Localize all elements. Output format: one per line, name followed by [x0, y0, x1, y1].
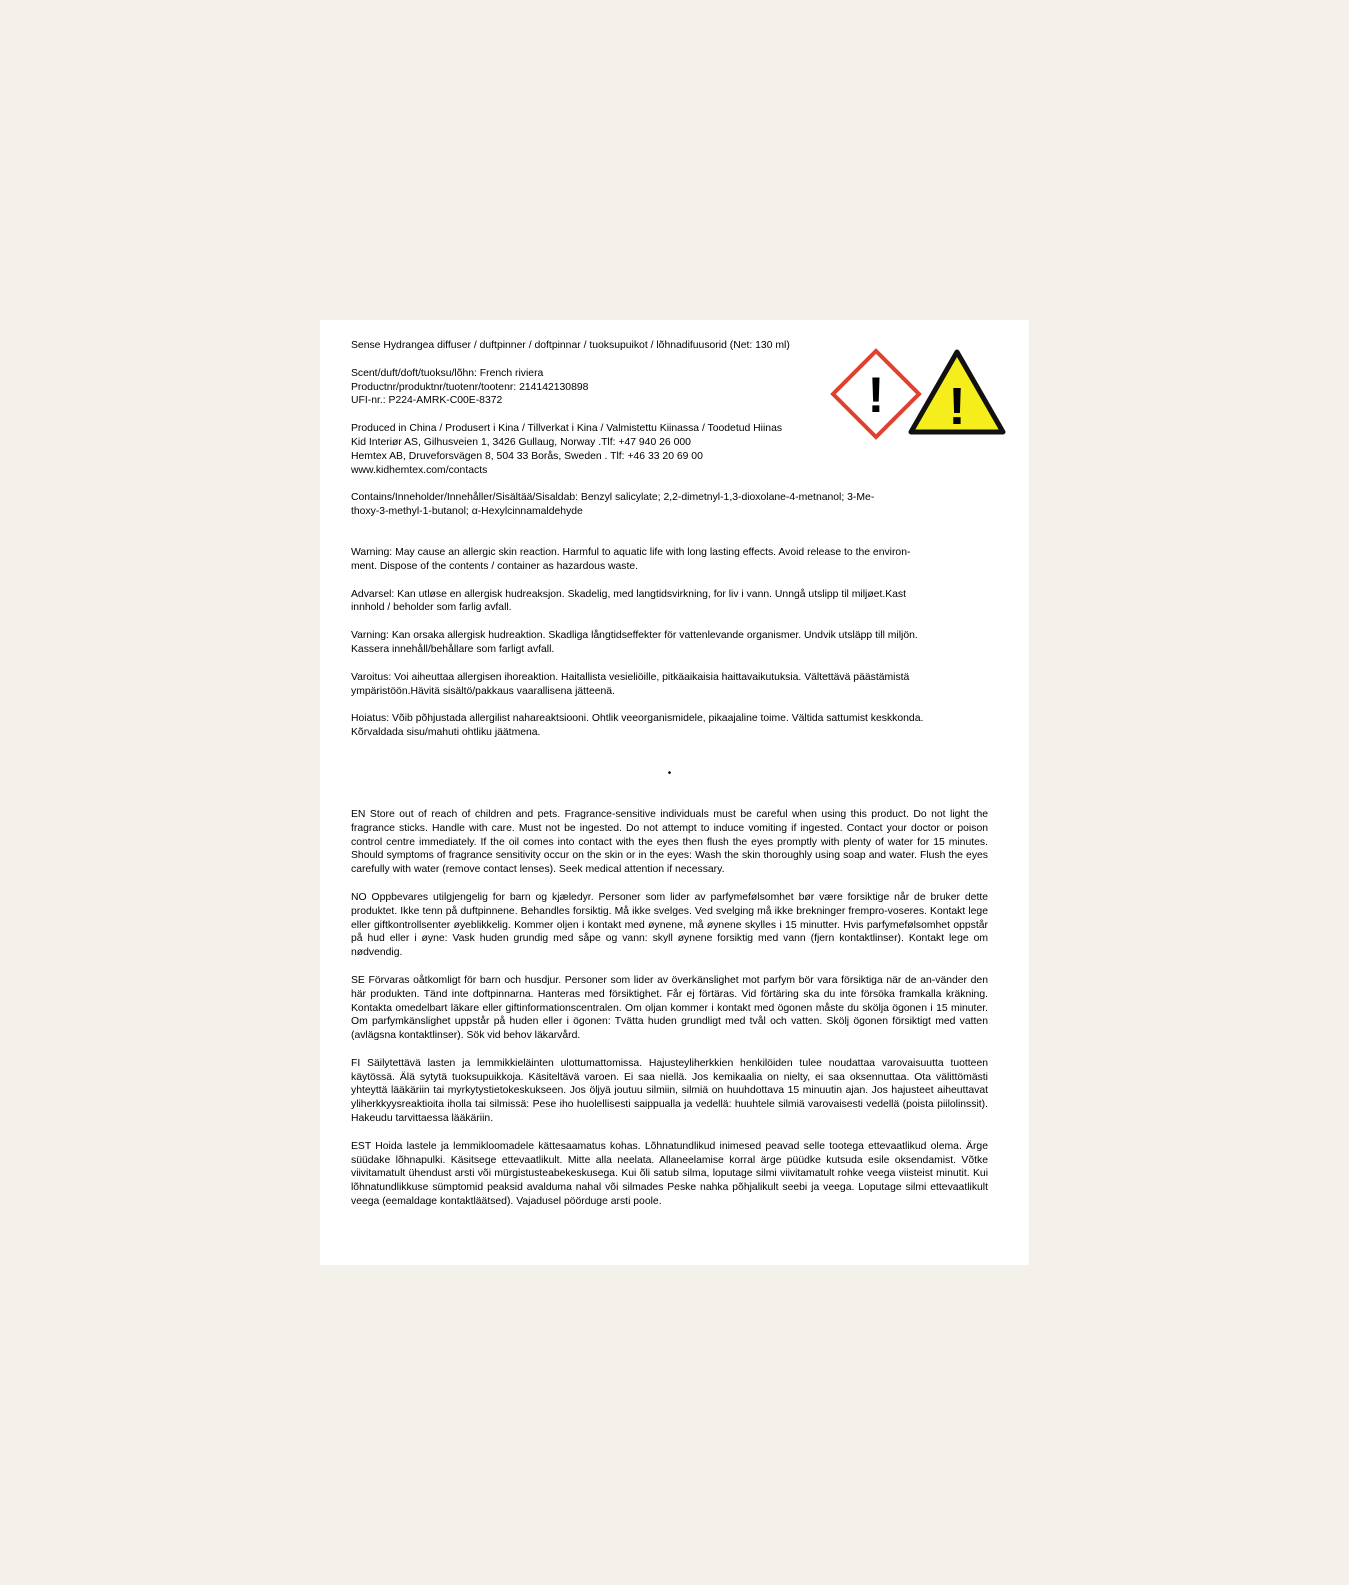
contains-list: Contains/Inneholder/Innehåller/Sisältää/Sisaldab: Benzyl salicylate; 2,2-dimetnyl-1,3-dioxolane-4-metnanol; 3-Me- thoxy-3-methyl-1-butanol; α-Hexylcinnamaldehyde: [351, 492, 875, 518]
label-text: [351, 339, 988, 1209]
product-info: Scent/duft/doft/tuoksu/lõhn: French riviera Productnr/produktnr/tuotenr/tootenr: 214142130898 UFI-nr.: P224-AMRK-C00E-8372: [351, 367, 589, 407]
warning-no: Advarsel: Kan utløse en allergisk hudreaksjon. Skadelig, med langtidsvirkning, for liv i vann. Unngå utslipp til miljøet.Kast innhold / beholder som farlig avfall.: [351, 588, 907, 614]
warning-en: Warning: May cause an allergic skin reaction. Harmful to aquatic life with long lasting effects. Avoid release to the environ- ment. Dispose of the contents / container as hazardous waste.: [351, 546, 911, 572]
warning-fi: Varoitus: Voi aiheuttaa allergisen ihoreaktion. Haitallista vesieliöille, pitkäaikaisia haittavaikutuksia. Vältettävä päästämistä ympäristöön.Hävitä sisältö/pakkaus vaarallisena jätteenä.: [351, 671, 910, 697]
separator-dot: •: [667, 767, 672, 779]
producer-info: Produced in China / Produsert i Kina / Tillverkat i Kina / Valmistettu Kiinassa / Toodetud Hiinas Kid Interiør AS, Gilhusveien 1, 3426 Gullaug, Norway .Tlf: +47 940 26 000 Hemtex AB, Druveforsvägen 8, 504 33 Borås, Sweden . Tlf: +46 33 20 69 00 www.kidhemtex.com/contacts: [351, 423, 783, 476]
ghs-exclamation-glyph: !: [867, 367, 885, 423]
warning-se: Varning: Kan orsaka allergisk hudreaktion. Skadliga långtidseffekter för vattenlevande organismer. Undvik utsläpp till miljön. Kassera innehåll/behållare som farligt avfall.: [351, 630, 918, 655]
product-title: Sense Hydrangea diffuser / duftpinner / doftpinnar / tuoksupuikot / lõhnadifuusorid (Net: 130 ml): [351, 340, 790, 351]
warning-triangle-glyph: !: [948, 378, 966, 436]
instructions-se: SE Förvaras oåtkomligt för barn och husdjur. Personer som lider av överkänslighet mot parfym bör vara försiktiga när de an-vänder den här produkten. Tänd inte doftpinnarna. Hanteras med försiktighet. Får ej förtäras. Vid förtäring ska du inte försöka framkalla kräkning. Kontakta omedelbart läkare eller giftinformationscentralen. Om oljan kommer i kontakt med ögonen måste du skölja ögonen i 15 minuter. Om parfymkänslighet uppstår på huden eller i ögonen: Tvätta huden grundligt med tvål och vatten. Skölj ögonen försiktigt med vatten (avlägsna kontaktlinser). Sök vid behov läkarvård.: [351, 974, 988, 1042]
instructions-fi: FI Säilytettävä lasten ja lemmikkieläinten ulottumattomissa. Hajusteyliherkkien henkilöiden tulee noudattaa varovaisuutta tuotteen käytössä. Älä sytytä tuoksupuikkoja. Käsiteltävä varoen. Ei saa niellä. Jos kemikaalia on nielty, ei saa oksennuttaa. Ota välittömästi yhteyttä lääkäriin tai myrkytystietokeskukseen. Jos öljyä joutuu silmiin, silmiä on huuhdottava 15 minuutin ajan. Jos hajusteet aiheuttavat yliherkkyysreaktioita iholla tai silmissä: Pese iho huolellisesti saippualla ja vedellä: huuhtele silmiä varovaisesti vedellä (poista piilolinssit). Hakeudu tarvittaessa lääkäriin.: [351, 1057, 988, 1125]
instructions-no: NO Oppbevares utilgjengelig for barn og kjæledyr. Personer som lider av parfymefølsomhet bør være forsiktige når de bruker dette produktet. Ikke tenn på duftpinnene. Behandles forsiktig. Må ikke svelges. Ved svelging må ikke brekninger frempro-voseres. Kontakt lege eller giftkontrollsenter øyeblikkelig. Kommer oljen i kontakt med øynene, må øynene skylles i 15 minutter. Hvis parfymefølsomhet oppstår på hud eller i øyne: Vask huden grundig med såpe og vann: skyll øynene forsiktig med vann (fjern kontaktlinser). Kontakt lege om nødvendig.: [351, 891, 988, 959]
instructions-en: EN Store out of reach of children and pets. Fragrance-sensitive individuals must be careful when using this product. Do not light the fragrance sticks. Handle with care. Must not be ingested. Do not attempt to induce vomiting if ingested. Contact your doctor or poison control centre immediately. If the oil comes into contact with the eyes then flush the eyes promptly with plenty of water for 15 minutes. Should symptoms of fragrance sensitivity occur on the skin or in the eyes: Wash the skin thoroughly using soap and water. Flush the eyes carefully with water (remove contact lenses). Seek medical attention if necessary.: [351, 808, 988, 876]
warning-est: Hoiatus: Võib põhjustada allergilist nahareaktsiooni. Ohtlik veeorganismidele, pikaajaline toime. Vältida sattumist keskkonda. Kõrvaldada sisu/mahuti ohtliku jäätmena.: [351, 713, 924, 739]
instructions-est: EST Hoida lastele ja lemmikloomadele kättesaamatus kohas. Lõhnatundlikud inimesed peavad selle tootega ettevaatlikud olema. Ärge süüdake lõhnapulki. Käsitsege ettevaatlikult. Mitte alla neelata. Allaneelamise korral ärge püüdke kutsuda esile oksendamist. Võtke viivitamatult ühendust arsti või mürgistusteabekeskusega. Kui õli satub silma, loputage silmi viivitamatult rohke veega viisteist minutit. Kui lõhnatundlikkuse sümptomid peaksid avalduma nahal või silmades Peske nahka põhjalikult seebi ja veega. Loputage silmi ettevaatlikult veega (eemaldage kontaktläätsed). Vajadusel pöörduge arsti poole.: [351, 1140, 988, 1208]
label-sheet: [320, 320, 1029, 1265]
